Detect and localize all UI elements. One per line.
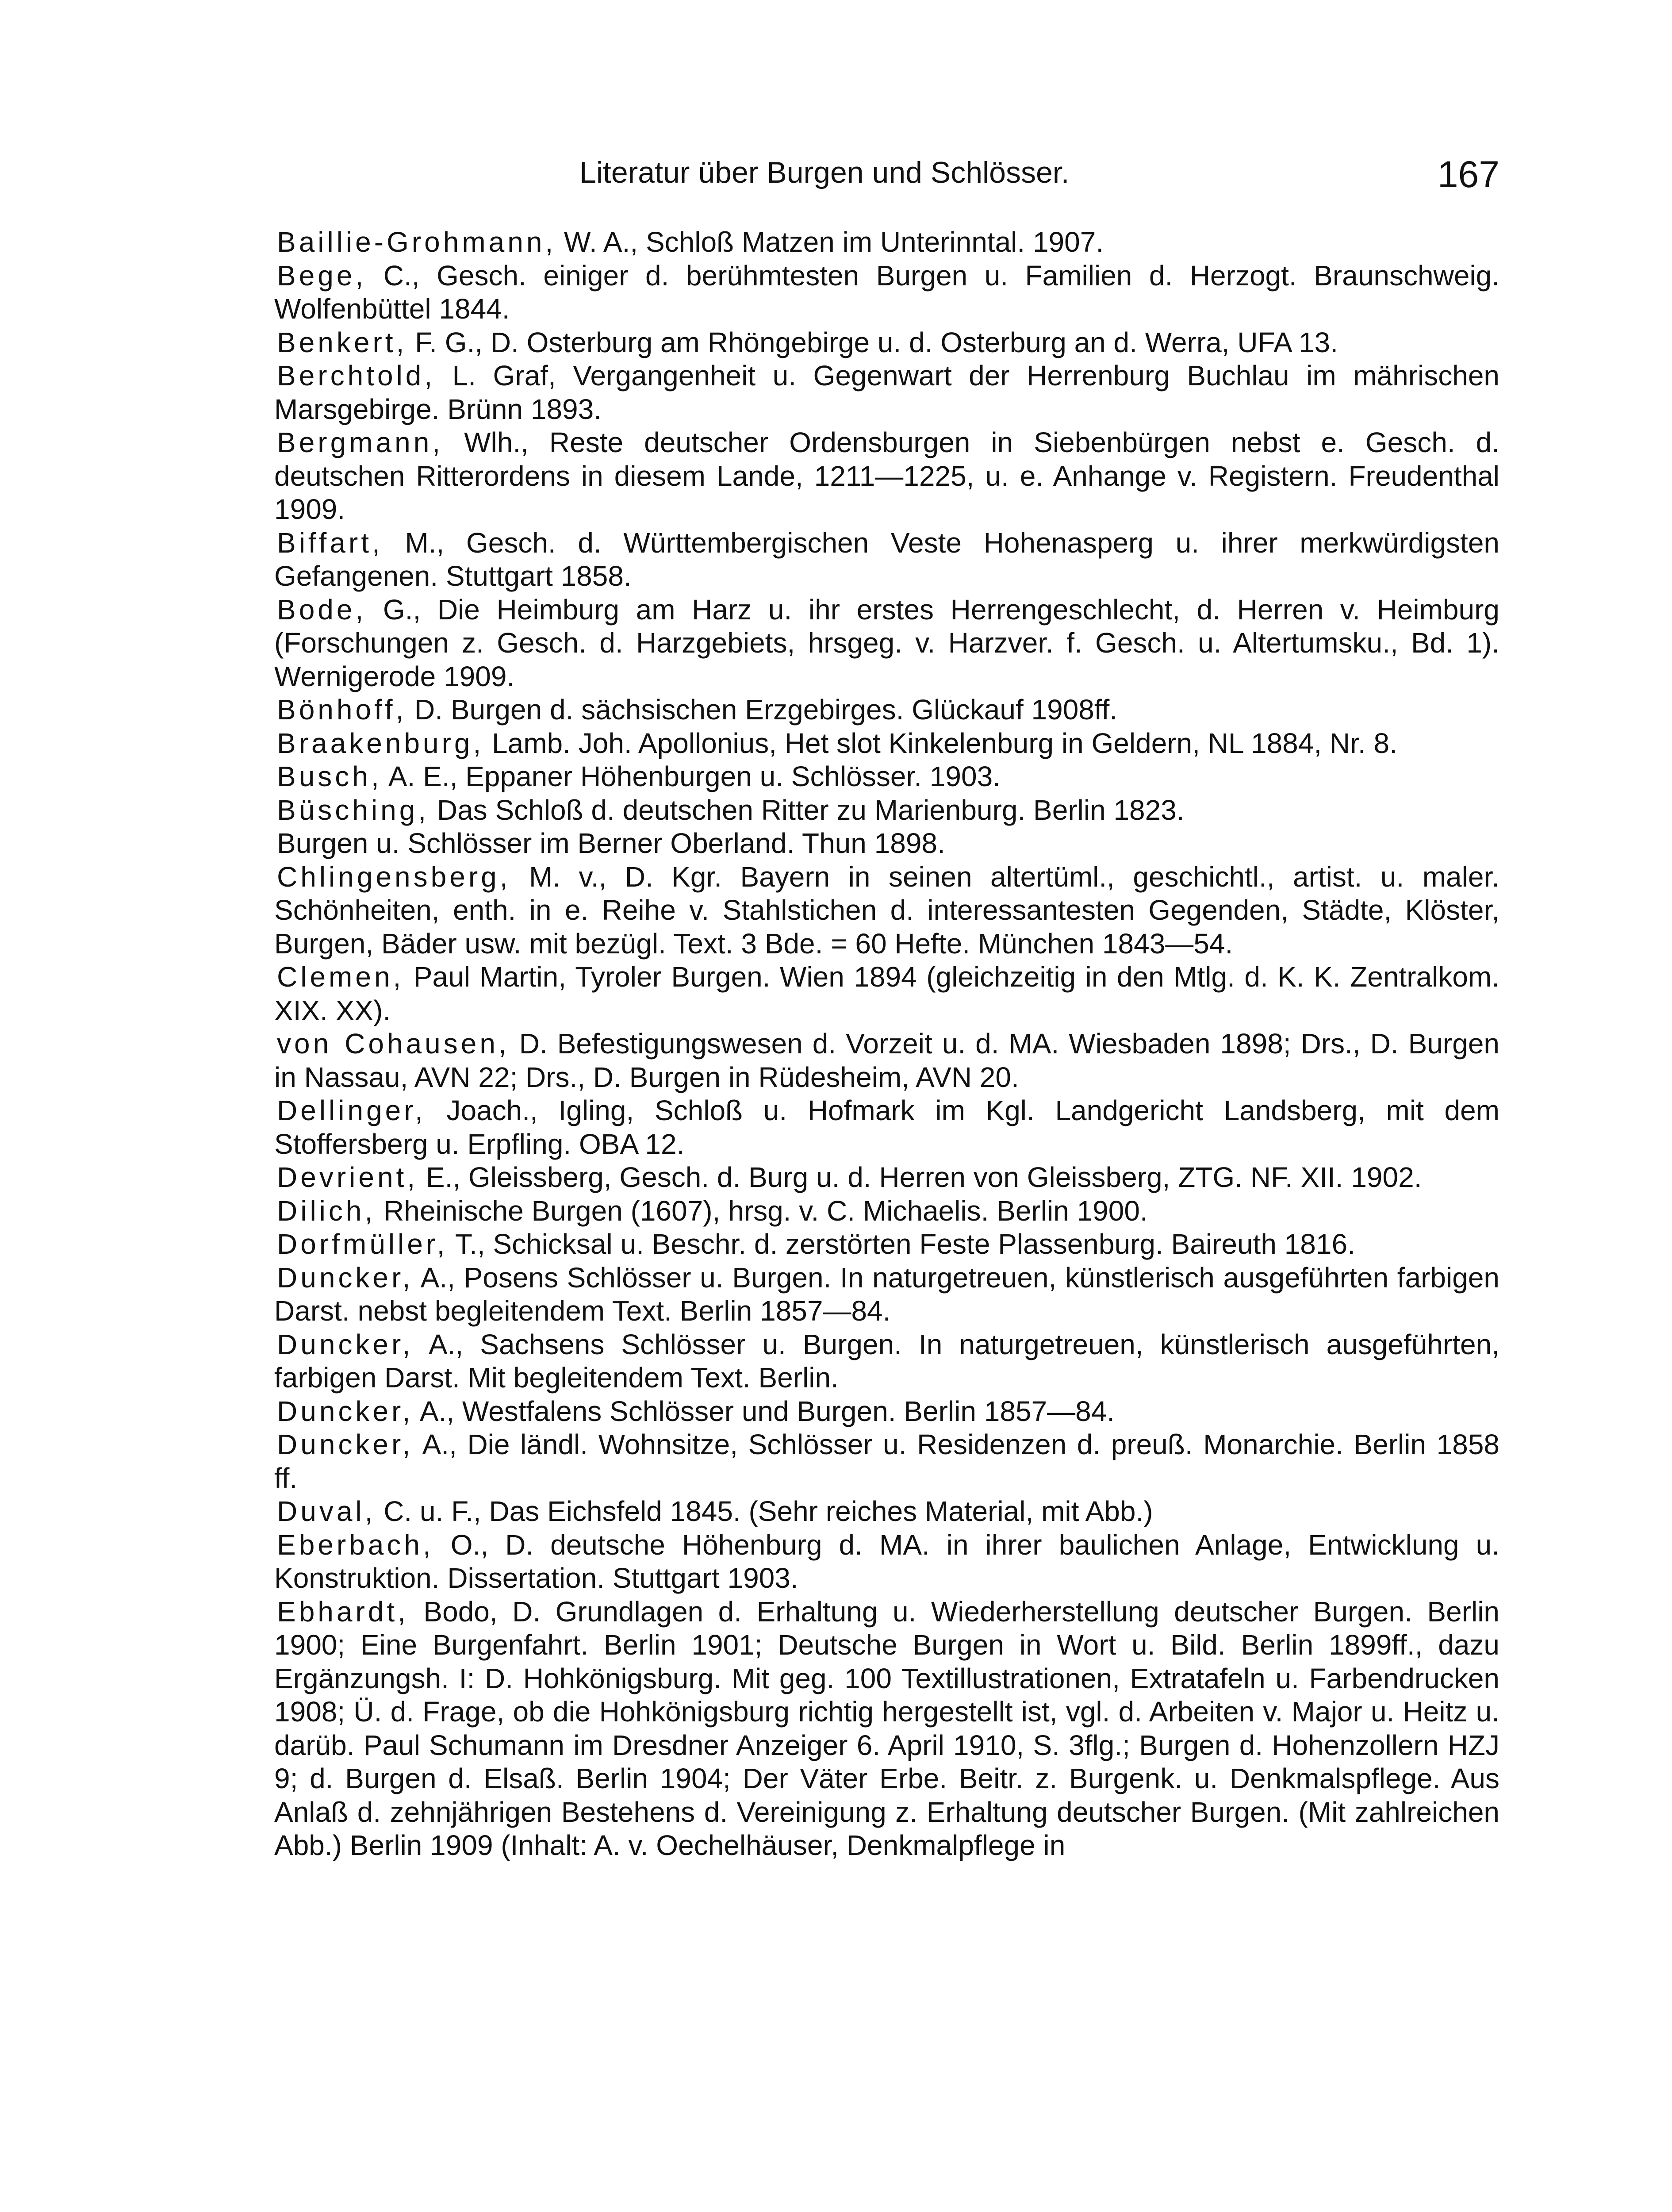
entry-author: Biffart,	[277, 526, 383, 559]
bibliography-list	[274, 226, 1499, 1863]
entry-author: Duval,	[277, 1495, 376, 1527]
entry-text: Paul Martin, Tyroler Burgen. Wien 1894 (gleichzeitig in den Mtlg. d. K. K. Zentralkom. XIX. XX).	[274, 961, 1499, 1026]
entry-text: E., Gleissberg, Gesch. d. Burg u. d. Herren von Gleissberg, ZTG. NF. XII. 1902.	[418, 1161, 1422, 1193]
entry-text: M. v., D. Kgr. Bayern in seinen altertüml., geschichtl., artist. u. maler. Schönheiten, enth. in e. Reihe v. Stahlstichen d. interessantesten Gegenden, Städte, Klöster, Burgen, Bäder usw. mit bezügl. Text. 3 Bde. = 60 Hefte. München 1843—54.	[274, 860, 1499, 960]
bibliography-entry	[274, 1194, 1499, 1228]
bibliography-entry	[274, 1027, 1499, 1094]
bibliography-entry	[274, 1428, 1499, 1495]
bibliography-entry	[274, 326, 1499, 360]
bibliography-entry	[274, 1595, 1499, 1863]
bibliography-entry	[274, 226, 1499, 259]
entry-text: Lamb. Joh. Apollonius, Het slot Kinkelenburg in Geldern, NL 1884, Nr. 8.	[484, 727, 1397, 759]
bibliography-entry	[274, 526, 1499, 593]
entry-text: A., Sachsens Schlösser u. Burgen. In naturgetreuen, künstlerisch ausgeführten, farbigen Darst. Mit begleitendem Text. Berlin.	[274, 1328, 1499, 1394]
entry-text: F. G., D. Osterburg am Rhöngebirge u. d. Osterburg an d. Werra, UFA 13.	[407, 326, 1338, 358]
entry-author: Baillie-Grohmann,	[277, 226, 556, 258]
entry-author: Duncker,	[277, 1395, 414, 1427]
entry-text: A., Posens Schlösser u. Burgen. In naturgetreuen, künstlerisch ausgeführten farbigen Darst. nebst begleitendem Text. Berlin 1857—84.	[274, 1261, 1499, 1327]
entry-text: Das Schloß d. deutschen Ritter zu Marienburg. Berlin 1823.	[429, 794, 1185, 826]
bibliography-entry	[274, 860, 1499, 961]
entry-author: Berchtold,	[277, 360, 436, 392]
entry-author: Braakenburg,	[277, 727, 484, 759]
bibliography-entry	[274, 727, 1499, 760]
entry-text: O., D. deutsche Höhenburg d. MA. in ihrer baulichen Anlage, Entwicklung u. Konstruktion. Dissertation. Stuttgart 1903.	[274, 1528, 1499, 1594]
bibliography-entry	[274, 426, 1499, 526]
bibliography-entry	[274, 827, 1499, 860]
entry-author: Duncker,	[277, 1328, 414, 1360]
entry-author: Dellinger,	[277, 1094, 426, 1126]
running-title: Literatur über Burgen und Schlösser.	[579, 156, 1070, 189]
bibliography-entry	[274, 1528, 1499, 1595]
entry-author: Bönhoff,	[277, 694, 407, 726]
bibliography-entry	[274, 1328, 1499, 1395]
bibliography-entry	[274, 1228, 1499, 1261]
bibliography-entry	[274, 593, 1499, 694]
entry-text: Rheinische Burgen (1607), hrsg. v. C. Michaelis. Berlin 1900.	[376, 1194, 1148, 1227]
running-header	[274, 146, 1499, 199]
bibliography-entry	[274, 693, 1499, 727]
entry-author: Duncker,	[277, 1261, 414, 1294]
entry-author: Busch,	[277, 760, 382, 792]
bibliography-entry	[274, 1161, 1499, 1194]
entry-text: M., Gesch. d. Württembergischen Veste Hohenasperg u. ihrer merkwürdigsten Gefangenen. Stuttgart 1858.	[274, 526, 1499, 592]
bibliography-entry	[274, 1261, 1499, 1328]
entry-text: Joach., Igling, Schloß u. Hofmark im Kgl. Landgericht Landsberg, mit dem Stoffersberg u. Erpfling. OBA 12.	[274, 1094, 1499, 1160]
entry-author: Dorfmüller,	[277, 1228, 448, 1260]
entry-text: L. Graf, Vergangenheit u. Gegenwart der Herrenburg Buchlau im mährischen Marsgebirge. Brünn 1893.	[274, 360, 1499, 425]
entry-text: W. A., Schloß Matzen im Unterinntal. 1907.	[556, 226, 1104, 258]
entry-author: Bergmann,	[277, 426, 444, 458]
bibliography-entry	[274, 960, 1499, 1027]
entry-text: Wlh., Reste deutscher Ordensburgen in Siebenbürgen nebst e. Gesch. d. deutschen Ritterordens in diesem Lande, 1211—1225, u. e. Anhange v. Registern. Freudenthal 1909.	[274, 426, 1499, 525]
entry-author: Eberbach,	[277, 1528, 434, 1561]
entry-text: D. Befestigungswesen d. Vorzeit u. d. MA. Wiesbaden 1898; Drs., D. Burgen in Nassau, AVN 22; Drs., D. Burgen in Rüdesheim, AVN 20.	[274, 1028, 1500, 1093]
entry-author: Devrient,	[277, 1161, 418, 1193]
bibliography-entry	[274, 359, 1499, 426]
entry-text: T., Schicksal u. Beschr. d. zerstörten Feste Plassenburg. Baireuth 1816.	[448, 1228, 1355, 1260]
entry-author: Chlingensberg,	[277, 860, 511, 893]
entry-text: A. E., Eppaner Höhenburgen u. Schlösser. 1903.	[382, 760, 1001, 792]
entry-text: D. Burgen d. sächsischen Erzgebirges. Glückauf 1908ff.	[406, 694, 1118, 726]
entry-text: Bodo, D. Grundlagen d. Erhaltung u. Wiederherstellung deutscher Burgen. Berlin 1900; Eine Burgenfahrt. Berlin 1901; Deutsche Burgen in Wort u. Bild. Berlin 1899ff., dazu Ergänzungsh. I: D. Hohkönigsburg. Mit geg. 100 Textillustrationen, Extratafeln u. Farbendrucken 1908; Ü. d. Frage, ob die Hohkönigsburg richtig hergestellt ist, vgl. d. Arbeiten v. Major u. Heitz u. darüb. Paul Schumann im Dresdner Anzeiger 6. April 1910, S. 3flg.; Burgen d. Hohenzollern HZJ 9; d. Burgen d. Elsaß. Berlin 1904; Der Väter Erbe. Beitr. z. Burgenk. u. Denkmalspflege. Aus Anlaß d. zehnjährigen Bestehens d. Vereinigung z. Erhaltung deutscher Burgen. (Mit zahlreichen Abb.) Berlin 1909 (Inhalt: A. v. Oechelhäuser, Denkmalpflege in	[274, 1595, 1499, 1861]
entry-author: von Cohausen,	[277, 1028, 510, 1060]
entry-text: Burgen u. Schlösser im Berner Oberland. Thun 1898.	[277, 827, 945, 859]
entry-text: C., Gesch. einiger d. berühmtesten Burgen u. Familien d. Herzogt. Braunschweig. Wolfenbüttel 1844.	[274, 259, 1499, 325]
bibliography-entry	[274, 794, 1499, 827]
page-number: 167	[1437, 154, 1499, 195]
entry-author: Benkert,	[277, 326, 407, 358]
entry-author: Bege,	[277, 259, 367, 292]
entry-text: G., Die Heimburg am Harz u. ihr erstes Herrengeschlecht, d. Herren v. Heimburg (Forschungen z. Gesch. d. Harzgebiets, hrsgeg. v. Harzver. f. Gesch. u. Altertumsku., Bd. 1). Wernigerode 1909.	[274, 593, 1499, 692]
entry-author: Bode,	[277, 593, 367, 626]
bibliography-entry	[274, 1094, 1499, 1161]
entry-author: Dilich,	[277, 1194, 376, 1227]
entry-author: Duncker,	[277, 1429, 414, 1460]
entry-text: A., Westfalens Schlösser und Burgen. Berlin 1857—84.	[413, 1395, 1115, 1427]
bibliography-entry	[274, 1495, 1499, 1528]
entry-author: Büsching,	[277, 794, 430, 826]
entry-author: Clemen,	[277, 961, 404, 993]
bibliography-entry	[274, 760, 1499, 794]
entry-text: A., Die ländl. Wohnsitze, Schlösser u. Residenzen d. preuß. Monarchie. Berlin 1858 ff.	[274, 1429, 1499, 1494]
entry-author: Ebhardt,	[277, 1595, 409, 1628]
bibliography-entry	[274, 1395, 1499, 1429]
bibliography-entry	[274, 259, 1499, 326]
entry-text: C. u. F., Das Eichsfeld 1845. (Sehr reiches Material, mit Abb.)	[376, 1495, 1153, 1527]
